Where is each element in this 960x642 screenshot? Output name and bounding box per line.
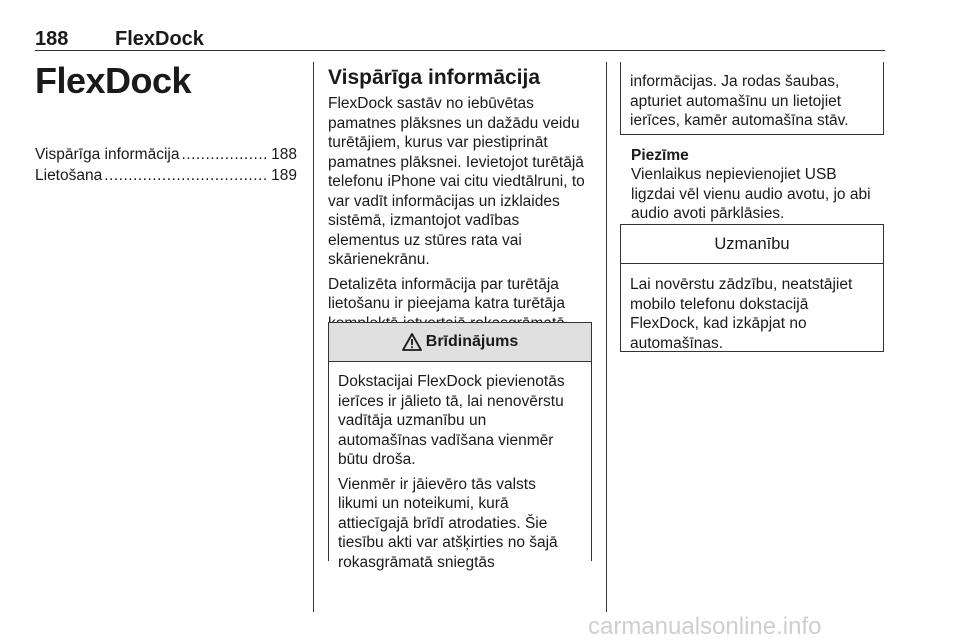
column-divider-1 (313, 62, 314, 612)
caution-text: Lai novērstu zādzību, neatstājiet mobilo telefonu dokstacijā FlexDock, kad izkāpjat no automašīnas. (630, 276, 853, 352)
column-divider-2 (606, 62, 607, 612)
caution-title: Uzmanību (621, 225, 883, 264)
note-heading: Piezīme (631, 147, 689, 164)
caution-body (621, 264, 883, 353)
toc-entry[interactable] (35, 146, 297, 167)
warning-paragraph: Vienmēr ir jāievēro tās valsts likumi un noteikumi, kurā attiecīgajā brīdī atrodaties. Šie tiesību akti var atšķirties no šajā rokasgrāmatā sniegtās (338, 475, 558, 571)
warning-box-continued (620, 62, 884, 135)
toc-entry-label: Lietošana (35, 167, 103, 184)
toc-entry-page: 189 (271, 167, 297, 184)
warning-box (328, 322, 592, 571)
toc-leader-dots (181, 146, 269, 164)
toc-entry-label: Vispārīga informācija (35, 146, 180, 163)
warning-header (329, 323, 591, 362)
note-text: Vienlaikus nepievienojiet USB ligzdai vēl vienu audio avotu, jo abi audio avoti pārklāsies. (631, 166, 871, 222)
section-general-info (328, 64, 594, 338)
note (631, 146, 891, 229)
warning-paragraph: Dokstacijai FlexDock pievienotās ierīces ir jālieto tā, lai nenovērstu vadītāja uzmanību un automašīnas vadīšana vienmēr būtu droša. (338, 373, 565, 468)
toc-entry[interactable] (35, 167, 297, 188)
warning-triangle-icon (402, 333, 422, 351)
caution-box (620, 224, 884, 352)
table-of-contents (35, 146, 297, 188)
section-heading: Vispārīga informācija (328, 66, 541, 89)
warning-title: Brīdinājums (425, 333, 519, 350)
body-paragraph: Detalizēta informācija par turētāja lietošanu ir pieejama katra turētāja (328, 275, 565, 312)
header-rule (35, 50, 885, 51)
body-paragraph: FlexDock sastāv no iebūvētas pamatnes plāksnes un dažādu veidu turētājiem, kurus var piestiprināt pamatnes plāksnei. Ievietojot turētājā telefonu iPhone vai citu viedtālruni, to var vadīt informācijas un izklaides sistēmā, izmantojot vadības elementus uz stūres rata vai skārienekrānu. (328, 95, 585, 268)
toc-leader-dots (104, 167, 269, 185)
running-title: FlexDock (115, 28, 204, 50)
warning-body (329, 362, 591, 572)
warning-continued-text: informācijas. Ja rodas šaubas, apturiet automašīnu un lietojiet ierīces, kamēr automašīna stāv. (630, 73, 849, 129)
chapter-title: FlexDock (35, 60, 192, 101)
page-number: 188 (35, 28, 69, 50)
watermark: carmanualsonline.info (588, 613, 822, 640)
toc-entry-page: 188 (271, 146, 297, 163)
